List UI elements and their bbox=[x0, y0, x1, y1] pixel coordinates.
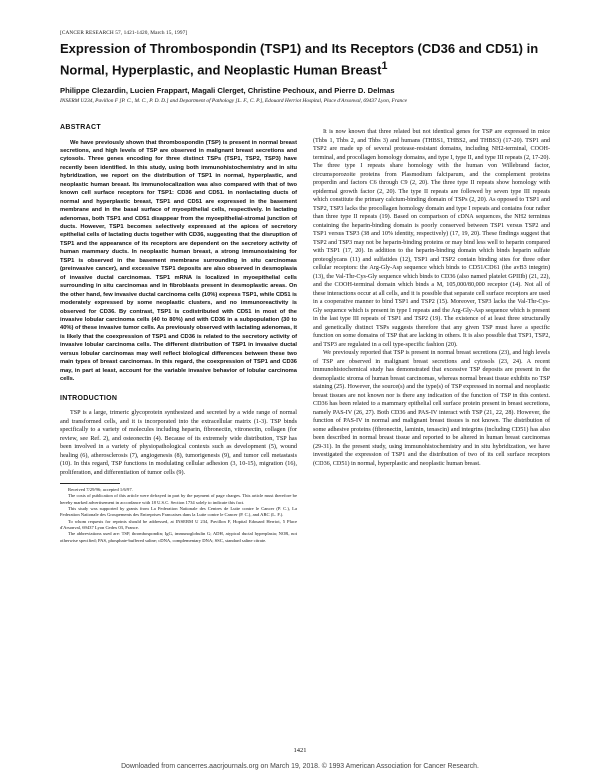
page-number: 1421 bbox=[293, 747, 307, 754]
affiliation: INSERM U234, Pavillon F [P. C., M. C., P. D. D.] and Department of Pathology [L. F., C. P.], Edouard Herriot Hospital, Place d'Arsonval, 69437 Lyon, France bbox=[60, 98, 408, 104]
article-title bbox=[60, 41, 540, 78]
footnotes bbox=[60, 487, 297, 544]
footnote-abbreviations: The abbreviations used are: TSP, thrombospondin; IgG, immunoglobulin G; ADH, atypical ductal hyperplasia; NOR, not otherwise specified; PAS, phosphate-buffered saline; cDNA, complementary DNA; SSC, standard saline citrate. bbox=[60, 531, 297, 543]
introduction-heading: INTRODUCTION bbox=[60, 394, 118, 402]
body-paragraph-1: It is now known that three related but not identical genes for TSP are expressed in mice (Thbs 1, Thbs 2, and Thbs 3) and humans (THBS1, THBS2, and THBS3) (17-20). TSP1 and TSP2 are made up of several protease-resistant domains, including NH2-terminal, COOH-terminal, and procollagen homology domains, and type I, type II, and type III repeats (2, 17-20). The three type I repeats share homology with the human von Willebrand factor, circumsporozoite proteins from Plasmodium falciparum, and the complement proteins properdin and factors C6 through C9 (2, 20). The three type II repeats show homology with epidermal growth factor (2, 20). The type II repeats are followed by seven type III repeats which constitute the primary calcium-binding domain of TSPs (2, 20). As opposed to TSP1 and TSP2, TSP3 lacks the procollagen homology domain and type I repeats and contains four rather than three type II repeats (19). Based on comparison of cDNA sequences, the NH2 terminus containing the heparin-binding domain is poorly conserved between TSP1 versus TSP2 and TSP1 versus TSP3 (38 and 10% identity, respectively) (17, 19, 20). These findings suggest that TSP2 and TSP3 may not be heparin-binding proteins or may bind less well to heparin compared with TSP1 (17, 20). In addition to the heparin-binding domain which binds heparin sulfate proteoglycans (11) and sulfatides (12), TSP1 and TSP2 contain binding sites for three other cellular receptors: the Arg-Gly-Asp sequence which binds to CD51/CD61 (the avB3 integrin) (13), the Val-Thr-Cys-Gly sequence which binds to CD36 (also named platelet GPIIIb) (21, 22), and the COOH-terminal domain which binds a M, 105,000/80,000 receptor (14). Not all of these interactions occur at all cells, and it is possible that separate cell surface receptors are used in a cooperative manner to bind TSP1 and TSP2 (15). Moreover, TSP3 lacks the Val-Thr-Cys-Gly sequence which is present in type I repeats and the Arg-Gly-Asp sequence which is present in the last type III repeats of TSP1 and TSP2 (19). The existence of at least three structurally and genetically distinct TSPs suggests therefore that any given TSP must have a specific function on some domains of TSP that are lacking in others. It is also possible that TSP1, TSP2, and TSP3 are regulated in a cell type-specific fashion (20). bbox=[313, 129, 550, 348]
footnote-rule bbox=[60, 483, 120, 484]
right-column bbox=[313, 128, 550, 468]
left-column bbox=[60, 124, 297, 544]
introduction-paragraph: TSP is a large, trimeric glycoprotein synthesized and secreted by a wide range of normal and transformed cells, and it is incorporated into the extracellular matrix (1-3). TSP binds specifically to a variety of molecules including heparin, fibronectin, vitronectin, collagen (for review, see Ref. 2), and osteonectin (4). Because of its extremely wide distribution, TSP has been involved in a variety of physiopathological contexts such as development (5), wound healing (6), atherosclerosis (7), angiogenesis (8), tumorigenesis (9), and tumor cell metastasis (10). In this regard, TSP functions in modulating cellular adhesion (3, 10-15), migration (16), proliferation, and differentiation of tumor cells (9). bbox=[60, 410, 297, 476]
author-list: Philippe Clezardin, Lucien Frappart, Magali Clerget, Christine Pechoux, and Pierre D. Delmas bbox=[60, 86, 395, 95]
abstract-heading: ABSTRACT bbox=[60, 124, 101, 131]
footnote-support: This study was supported by grants from La Federation Nationale des Centres de Lutte contre le Cancer (P. C.), La Federation Nationale des Groupements des Entreprises Francaises dans la Lutte contre le Cancer (P. C.), and ARC (L. F.). bbox=[60, 506, 297, 518]
footnote-reprints: To whom requests for reprints should be addressed, at INSERM U 234, Pavillon F, Hopital Edouard Herriot, 5 Place d'Arsonval, 69437 Lyon Cedex 03, France. bbox=[60, 518, 297, 530]
footnote-costs: The costs of publication of this article were defrayed in part by the payment of page charges. This article must therefore be hereby marked advertisement in accordance with 18 U.S.C. Section 1734 solely to indicate this fact. bbox=[60, 493, 297, 505]
title-footnote-mark: 1 bbox=[381, 59, 388, 72]
download-footer: Downloaded from cancerres.aacrjournals.org on March 19, 2018. © 1993 American Association for Cancer Research. bbox=[121, 763, 479, 770]
running-header: [CANCER RESEARCH 57, 1421-1420, March 15, 1997] bbox=[60, 30, 188, 36]
article-title-text: Expression of Thrombospondin (TSP1) and Its Receptors (CD36 and CD51) in Normal, Hyperplastic, and Neoplastic Human Breast bbox=[60, 41, 539, 77]
abstract-text: We have previously shown that thrombospondin (TSP) is present in normal breast secretions, and high levels of TSP are observed in malignant breast secretions and cytosols. Three genes encoding for three distinct TSPs (TSP1, TSP2, TSP3) have recently been identified. In this study, using both immunohistochemistry and in situ hybridization, we report on the distribution of TSP1 in normal, hyperplastic, and neoplastic human breast. Its immunolocalization was also compared with that of two known cell surface receptors for TSP1: CD36 and CD51. In nonlactating ducts of normal and hyperplastic breast, TSP1 and CD51 are expressed in the basement membrane and in the basal surface of myoepithelial cells, respectively. In lactating adenomas, both TSP1 and CD51 disappear from the myoepithelial-stromal junction of ducts. However, TSP1 becomes selectively expressed at the apices of secretory epithelial cells of lactating ducts together with CD36, suggesting that the disruption of TSP1 and the appearance of its receptors are dependent on the secretory activity of human mammary ducts. In neoplastic human breast, a strong immunostaining for TSP1 is observed in the basement membrane surrounding in situ carcinomas (preinvasive cancer), and excessive TSP1 deposits are also observed in desmoplasia of invasive ductal carcinomas. TSP1 mRNA is localized in myoepithelial cells surrounding in situ carcinomas and in fibroblasts present in desmoplastic areas. On the other hand, few invasive ductal carcinoma cells (10%) express TSP1, while CD51 is moderately expressed by some neoplastic clusters, and no immunoreactivity is observed for CD36. By contrast, TSP1 is codistributed with CD51 in most of the invasive lobular carcinoma cells (40 to 80%) and with CD36 in a subpopulation (30 to 40%) of these invasive tumor cells. As previously observed with lactating adenomas, it is likely that the coexpression of TSP1 and CD36 is related to the secretory activity of invasive lobular carcinoma cells. The different distribution of TSP1 in invasive ductal versus lobular carcinomas may well reflect biological differences between these two main types of breast carcinomas. In this regard, the coexpression of TSP1 and CD36 may, in part at least, account for the variable invasive behavior of lobular carcinoma cells. bbox=[60, 139, 297, 383]
body-paragraph-2: We previously reported that TSP is present in normal breast secretions (23), and high levels of TSP are observed in malignant breast secretions and cytosols (23, 24). A recent immunohistochemical study has demonstrated that excessive TSP deposits are present in the desmoplastic stroma of human breast carcinomas, whereas normal breast tissue exhibits no TSP staining (25). However, the source(s) and the type(s) of TSP expressed in normal and neoplastic breast tissues are not known nor is there any indication of the function of TSP in this context. CD36 has been related to a mammary epithelial cell surface protein present in breast secretions, namely PAS-IV (26, 27). Both CD36 and PAS-IV interact with TSP (21, 22, 28). However, the function of PAS-IV in normal and malignant breast tissues is not known. The distribution of some adhesive proteins (fibronectin, laminin, tenascin) and integrins (including CD51) has also been described in normal breast tissue and reported to be altered in human breast carcinomas (29-31). In the present study, using immunohistochemistry and in situ hybridization, we have investigated the expression of TSP1 and the distribution of two of its cell surface receptors (CD36, CD51) in normal, hyperplastic and neoplastic human breast. bbox=[313, 350, 550, 467]
footnote-received: Received 7/29/96; accepted 1/6/97. bbox=[68, 487, 133, 493]
